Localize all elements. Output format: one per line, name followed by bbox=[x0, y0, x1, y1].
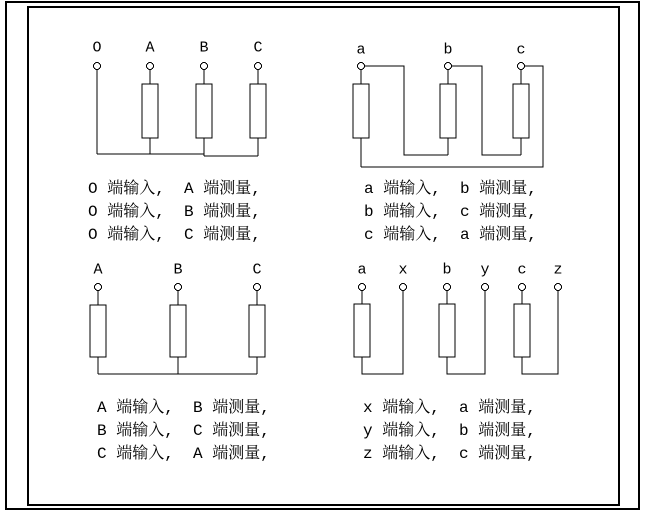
tr-caption-line-1: a 端输入, b 端测量, bbox=[364, 180, 537, 198]
tr-terminal-label-b: b bbox=[443, 41, 453, 59]
winding-B-rect bbox=[196, 84, 212, 138]
br-terminal-label-b: b bbox=[442, 261, 452, 279]
bl-caption-line-1: A 端输入, B 端测量, bbox=[97, 399, 270, 417]
winding-A-rect bbox=[90, 305, 106, 357]
tl-terminal-label-B: B bbox=[199, 39, 209, 57]
bl-terminal-label-B: B bbox=[173, 261, 183, 279]
winding-cz-rect bbox=[514, 304, 530, 357]
terminal-circle-B2 bbox=[175, 284, 182, 291]
terminal-circle-z bbox=[555, 284, 562, 291]
winding-ax-rect bbox=[354, 304, 370, 357]
tl-caption-line-2: O 端输入, B 端测量, bbox=[88, 203, 261, 221]
tr-caption-line-2: b 端输入, c 端测量, bbox=[364, 203, 537, 221]
terminal-circle-A bbox=[147, 63, 154, 70]
diagram-delta bbox=[353, 63, 543, 168]
terminal-circle-x bbox=[400, 284, 407, 291]
bl-caption-line-3: C 端输入, A 端测量, bbox=[97, 445, 270, 463]
tl-caption-line-1: O 端输入, A 端测量, bbox=[88, 180, 261, 198]
diagram-star-with-neutral bbox=[94, 63, 267, 157]
terminal-circle-y bbox=[482, 284, 489, 291]
tl-terminal-label-O: O bbox=[92, 39, 102, 57]
terminal-circle-A2 bbox=[95, 284, 102, 291]
br-terminal-label-a: a bbox=[357, 261, 367, 279]
br-terminal-label-x: x bbox=[398, 261, 408, 279]
br-caption-line-2: y 端输入, b 端测量, bbox=[363, 422, 536, 440]
terminal-circle-b bbox=[445, 63, 452, 70]
winding-a-rect bbox=[353, 84, 369, 138]
terminal-circle-B bbox=[201, 63, 208, 70]
br-caption-line-3: z 端输入, c 端测量, bbox=[363, 445, 536, 463]
bl-terminal-label-C: C bbox=[252, 261, 262, 279]
terminal-circle-C2 bbox=[254, 284, 261, 291]
terminal-circle-c2 bbox=[519, 284, 526, 291]
br-terminal-label-y: y bbox=[480, 261, 490, 279]
tr-terminal-label-a: a bbox=[356, 41, 366, 59]
winding-B-rect bbox=[170, 305, 186, 357]
tl-caption-line-3: O 端输入, C 端测量, bbox=[88, 226, 261, 244]
wire-a-to-b-bottom bbox=[365, 66, 449, 155]
tl-terminal-label-C: C bbox=[253, 39, 263, 57]
wire-b-to-c-bottom bbox=[452, 66, 522, 155]
wire-c-to-a-bottom bbox=[361, 66, 543, 167]
terminal-circle-a bbox=[358, 63, 365, 70]
diagram-separate-windings bbox=[354, 284, 562, 375]
terminal-circle-C bbox=[255, 63, 262, 70]
wire-c-to-z bbox=[522, 291, 558, 375]
br-terminal-label-z: z bbox=[553, 261, 563, 279]
winding-by-rect bbox=[439, 304, 455, 357]
bl-caption-line-2: B 端输入, C 端测量, bbox=[97, 422, 270, 440]
tr-caption-line-3: c 端输入, a 端测量, bbox=[364, 226, 537, 244]
terminal-circle-a2 bbox=[359, 284, 366, 291]
tl-terminal-label-A: A bbox=[145, 39, 155, 57]
winding-c-rect bbox=[513, 84, 529, 138]
winding-A-rect bbox=[142, 84, 158, 138]
terminal-circle-b2 bbox=[444, 284, 451, 291]
wire-a-to-x bbox=[362, 291, 403, 375]
winding-C-rect bbox=[250, 84, 266, 138]
bl-terminal-label-A: A bbox=[93, 261, 103, 279]
terminal-circle-O bbox=[94, 63, 101, 70]
diagram-star bbox=[90, 284, 265, 375]
winding-C-rect bbox=[249, 305, 265, 357]
br-caption-line-1: x 端输入, a 端测量, bbox=[363, 399, 536, 417]
wire-b-to-y bbox=[447, 291, 485, 375]
br-terminal-label-c: c bbox=[517, 261, 527, 279]
terminal-circle-c bbox=[518, 63, 525, 70]
tr-terminal-label-c: c bbox=[516, 41, 526, 59]
winding-b-rect bbox=[440, 84, 456, 138]
